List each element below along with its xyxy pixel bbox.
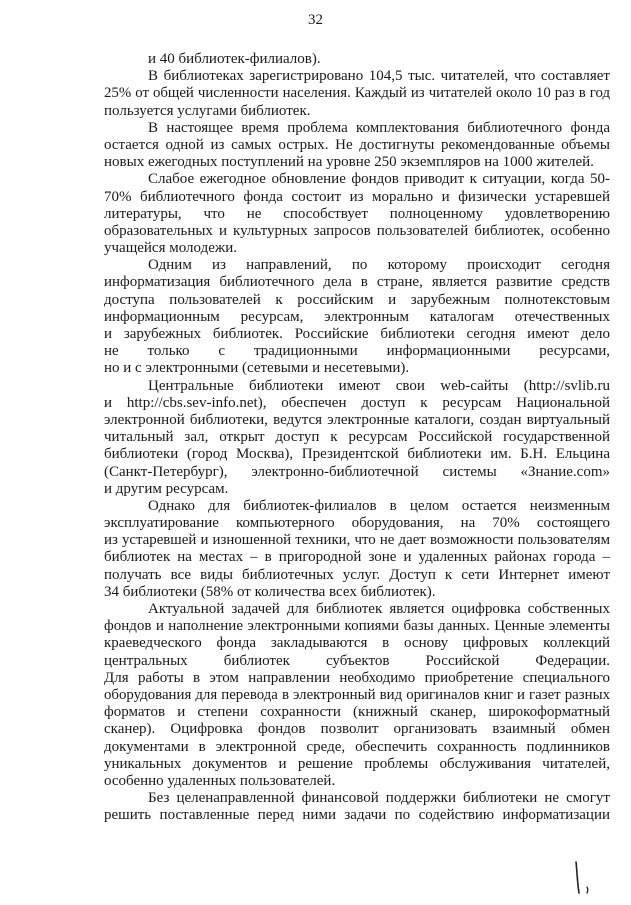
text-line: библиотеки (город Москва), Президентской библиотеки им. Б.Н. Ельцина <box>104 446 610 463</box>
page-number: 32 <box>308 12 323 28</box>
text-line: особенно удаленных пользователей. <box>104 772 336 789</box>
text-line: и http://cbs.sev-info.net), обеспечен доступ к ресурсам Национальной <box>104 394 610 411</box>
text-line: Одним из направлений, по которому происходит сегодня <box>148 257 610 274</box>
text-line: и зарубежных библиотек. Российские библиотеки сегодня имеют дело <box>104 326 610 342</box>
text-line: пользуется услугами библиотек. <box>104 102 311 119</box>
text-line: Однако для библиотек-филиалов в целом остается неизменным <box>148 497 610 514</box>
text-line: доступа пользователей к российским и зарубежным полнотекстовым <box>104 291 610 308</box>
text-line: читальный зал, открыт доступ к ресурсам Российской государственной <box>104 429 610 446</box>
body-text <box>104 51 610 824</box>
text-line: Актуальной задачей для библиотек является оцифровка собственных <box>148 601 610 617</box>
text-line: 34 библиотеки (58% от количества всех библиотек). <box>104 583 436 600</box>
text-line: информационным ресурсам, электронным каталогам отечественных <box>104 308 610 325</box>
text-line: сканер). Оцифровка фондов позволит организовать взаимный обмен <box>104 721 610 738</box>
text-line: не только с традиционными информационными ресурсами, <box>104 343 610 360</box>
text-line: образовательных и культурных запросов пользователей библиотек, особенно <box>104 222 610 239</box>
text-line: Слабое ежегодное обновление фондов приводит к ситуации, когда 50- <box>148 171 610 188</box>
text-line: эксплуатирование компьютерного оборудования, на 70% состоящего <box>104 515 610 532</box>
text-line: Центральные библиотеки имеют свои web-сайты (http://svlib.ru <box>148 377 610 394</box>
text-line: учащейся молодежи. <box>104 240 238 257</box>
text-line: решить поставленные перед ними задачи по содействию информатизации <box>104 807 610 824</box>
text-line: из устаревшей и изношенной техники, что не дает возможности пользователям <box>104 532 610 549</box>
text-line: В настоящее время проблема комплектования библиотечного фонда <box>148 119 610 136</box>
handwritten-mark <box>568 860 598 896</box>
text-line: Без целенаправленной финансовой поддержки библиотеки не смогут <box>148 790 610 807</box>
text-line: получать все виды библиотечных услуг. Доступ к сети Интернет имеют <box>104 566 610 583</box>
text-line: библиотек на местах – в пригородной зоне и удаленных районах города – <box>104 549 610 566</box>
text-line: но и с электронными (сетевыми и несетевыми). <box>104 360 410 377</box>
text-line: форматов и степени сохранности (книжный сканер, широкоформатный <box>104 704 610 721</box>
text-line: 70% библиотечного фонда состоит из морально и физически устаревшей <box>104 188 610 205</box>
text-line: уникальных документов и решение проблемы обслуживания читателей, <box>104 755 610 772</box>
text-line: оборудования для перевода в электронный вид оригиналов книг и газет разных <box>104 686 610 703</box>
text-line: документами в электронной среде, обеспечить сохранность подлинников <box>104 738 610 755</box>
text-line: Для работы в этом направлении необходимо приобретение специального <box>104 669 610 686</box>
text-line: электронной библиотеки, ведутся электронные каталоги, создан виртуальный <box>104 411 610 428</box>
text-line: (Санкт-Петербург), электронно-библиотечной системы «Знание.com» <box>104 463 610 480</box>
text-line: литературы, что не способствует полноценному удовлетворению <box>104 205 610 222</box>
text-line: и другим ресурсам. <box>104 480 229 497</box>
text-line: информатизация библиотечного дела в стране, является развитие средств <box>104 274 610 291</box>
text-line: фондов и наполнение электронными копиями базы данных. Ценные элементы <box>104 618 610 635</box>
text-line: центральных библиотек субъектов Российской Федерации. <box>104 652 610 669</box>
text-line: краеведческого фонда закладываются в основу цифровых коллекций <box>104 635 610 652</box>
text-line: новых ежегодных поступлений на уровне 250 экземпляров на 1000 жителей. <box>104 154 594 171</box>
text-line: остается одной из самых острых. Не достигнуты рекомендованные объемы <box>104 136 610 153</box>
text-line: В библиотеках зарегистрировано 104,5 тыс. читателей, что составляет <box>148 68 610 85</box>
text-line: и 40 библиотек-филиалов). <box>148 51 321 67</box>
text-line: 25% от общей численности населения. Каждый из читателей около 10 раз в год <box>104 85 610 102</box>
